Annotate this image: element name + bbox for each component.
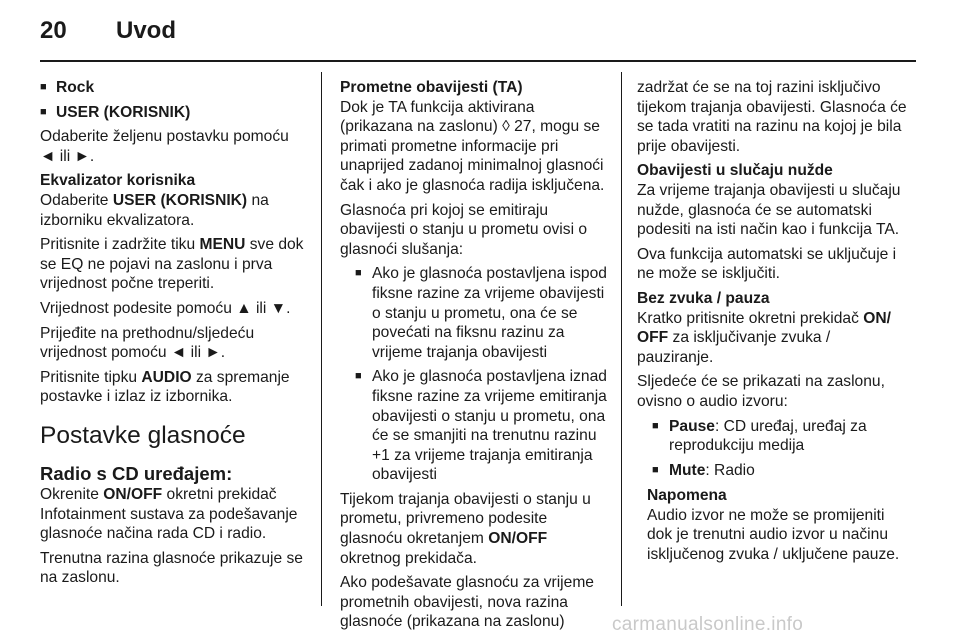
eq-paragraph-4: Prijeđite na prethodnu/sljedeću vrijednost pomoću ◄ ili ►.	[40, 324, 255, 362]
note-box	[637, 486, 909, 564]
column-3	[637, 78, 909, 570]
list-item-mute: ■ Mute: Radio	[652, 461, 755, 479]
mute-paragraph-2: Sljedeće će se prikazati na zaslonu, ovisno o audio izvoru:	[637, 373, 885, 410]
emergency-heading: Obavijesti u slučaju nužde	[637, 162, 833, 180]
list-item-pause: ■ Pause: CD uređaj, uređaj za reprodukciju medija	[652, 417, 867, 455]
page-number: 20	[40, 17, 67, 44]
eq-paragraph-1: Odaberite USER (KORISNIK) na izborniku ekvalizatora.	[40, 191, 269, 229]
list-item-rock: ■ Rock	[40, 78, 308, 98]
radio-paragraph-1: Okrenite ON/OFF okretni prekidač Infotainment sustava za podešavanje glasnoće načina rada CD i radio.	[40, 485, 298, 543]
ta-heading: Prometne obavijesti (TA)	[340, 79, 523, 96]
page-title: Uvod	[116, 17, 176, 44]
column-2	[340, 78, 608, 637]
emergency-paragraph-1: Za vrijeme trajanja obavijesti u slučaju nužde, glasnoća će se automatski podesiti na isti način kao i funkcija TA.	[637, 181, 901, 239]
list-item-user: ■ USER (KORISNIK)	[40, 103, 308, 123]
page-header	[40, 14, 916, 54]
section-title: Postavke glasnoće	[40, 421, 246, 449]
note-heading: Napomena	[647, 487, 727, 505]
radio-paragraph-2: Trenutna razina glasnoće prikazuje se na zaslonu.	[40, 549, 303, 587]
mute-heading: Bez zvuka / pauza	[637, 289, 770, 307]
note-text: Audio izvor ne može se promijeniti dok je trenutni audio izvor u načinu isključenog zvuka / uključene pauze.	[647, 506, 900, 564]
list-item-ta-1: ■ Ako je glasnoća postavljena ispod fiksne razine za vrijeme obavijesti o stanju u prometu, ona će se povećati na fiksnu razinu za vrijeme trajanja obavijesti	[355, 265, 607, 361]
continued-paragraph: zadržat će se na toj razini isključivo tijekom trajanja obavijesti. Glasnoća će se tada vratiti na razinu na kojoj je bila prije obavijesti.	[637, 79, 907, 155]
eq-paragraph-3: Vrijednost podesite pomoću ▲ ili ▼.	[40, 299, 291, 317]
eq-paragraph-5: Pritisnite tipku AUDIO za spremanje postavke i izlaz iz izbornika.	[40, 368, 290, 406]
ta-paragraph-1: Dok je TA funkcija aktivirana (prikazana na zaslonu) ◊ 27, mogu se primati prometne informacije pri unaprijed zadanoj minimalnoj glasnoći čak i ako je glasnoća radija isključena.	[340, 98, 605, 194]
watermark: carmanualsonline.info	[612, 614, 804, 635]
header-divider	[40, 60, 916, 62]
emergency-paragraph-2: Ova funkcija automatski se uključuje i ne može se isključiti.	[637, 245, 897, 283]
column-1	[40, 78, 308, 593]
list-item-ta-2: ■ Ako je glasnoća postavljena iznad fiksne razine za vrijeme emitiranja obavijesti o stanju u prometu, ona će se smanjiti na trenutnu razinu +1 za vrijeme trajanja emitiranja obavijesti	[355, 368, 607, 484]
ta-paragraph-3: Tijekom trajanja obavijesti o stanju u prometu, privremeno podesite glasnoću okretanjem ON/OFF okretnog prekidača.	[340, 490, 591, 567]
column-divider-2	[621, 72, 622, 606]
ta-paragraph-4: Ako podešavate glasnoću za vrijeme prometnih obavijesti, nova razina glasnoće (prikazana na zaslonu)	[340, 574, 594, 631]
eq-paragraph-2: Pritisnite i zadržite tiku MENU sve dok se EQ ne pojavi na zaslonu i prva vrijednost počne treperiti.	[40, 236, 304, 293]
mute-paragraph-1: Kratko pritisnite okretni prekidač ON/ OFF za isključivanje zvuka / pauziranje.	[637, 309, 891, 366]
eq-heading: Ekvalizator korisnika	[40, 172, 196, 190]
column-divider-1	[321, 72, 322, 606]
ta-paragraph-2: Glasnoća pri kojoj se emitiraju obavijesti o stanju u prometu ovisi o glasnoći slušanja:	[340, 201, 588, 258]
select-instructions: Odaberite željenu postavku pomoću ◄ ili ►.	[40, 128, 289, 165]
radio-heading: Radio s CD uređajem:	[40, 462, 233, 484]
